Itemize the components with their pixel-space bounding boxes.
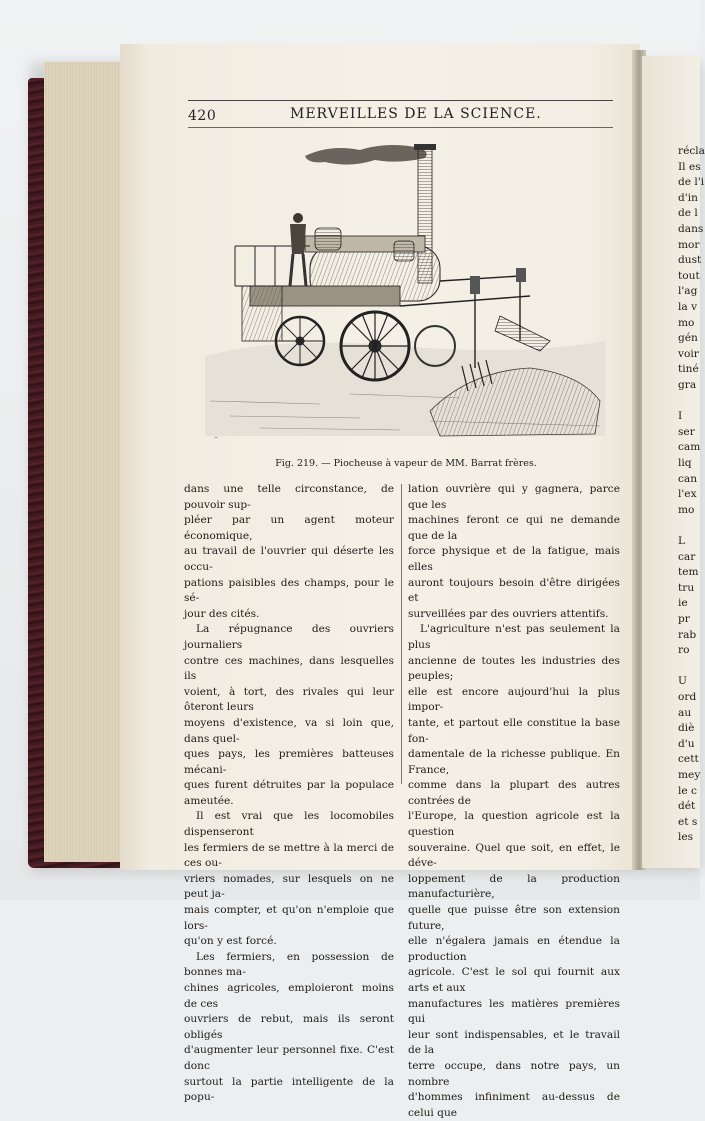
text-line: chines agricoles, emploieront moins de ces [184,982,394,1010]
facing-page-line: diè [678,722,695,735]
text-line: Les fermiers, en possession de bonnes ma- [184,950,394,979]
text-line: voient, à tort, des rivales qui leur ôteront leurs [184,685,394,714]
facing-page-line: can [678,472,698,485]
engraver-mark-left: ~ [214,435,219,441]
running-head: MERVEILLES DE LA SCIENCE. [290,106,542,122]
facing-page-line: récla [678,145,705,157]
facing-page-line: et s [678,815,698,828]
facing-page-line: mo [678,316,695,329]
text-line: lation ouvrière qui y gagnera, parce que les [408,483,620,511]
text-line: l'Europe, la question agricole est la question [408,810,620,839]
column-divider [401,484,402,784]
text-line: d'augmenter leur personnel fixe. C'est donc [184,1044,394,1072]
header-rule-top [188,100,613,101]
facing-page-line: de l'i [678,176,705,189]
text-line: machines feront ce qui ne demande que de la [408,514,620,542]
facing-page-line: tru [678,581,695,594]
text-line: agricole. C'est le sol qui fournit aux arts et aux [408,966,620,994]
text-line: loppement de la production manufacturière, [408,872,620,901]
facing-page-line: d'in [678,191,698,204]
facing-page-line: dét [678,800,696,813]
text-line: La répugnance des ouvriers journaliers [184,623,394,651]
text-line: manufactures les matières premières qui [408,997,620,1026]
text-column-left [184,482,394,1106]
facing-page-line: cam [678,441,701,454]
text-line: damentale de la richesse publique. En France, [408,748,620,776]
text-line: tante, et partout elle constitue la base fon- [408,716,620,745]
text-line: souveraine. Quel que soit, en effet, le déve- [408,841,620,870]
facing-page-line: d'u [678,737,695,750]
text-line: pations paisibles des champs, pour le sé- [184,576,394,605]
figure-caption: Fig. 219. — Piocheuse à vapeur de MM. Barrat frères. [275,458,537,469]
facing-page-line: cett [678,753,699,766]
facing-page-line: tem [678,566,699,579]
facing-page-line: ser [678,425,695,438]
text-line: moyens d'existence, va si loin que, dans quel- [184,716,394,745]
text-line: ques pays, les premières batteuses mécani- [184,748,394,776]
facing-page-line: mo [678,503,695,516]
text-line: qu'on y est forcé. [184,935,277,948]
facing-page-line: liq [678,457,692,469]
facing-page-line: dust [678,254,702,267]
text-line: quelle que puisse être son extension future, [408,904,620,932]
facing-page-line: ro [678,644,690,657]
text-line: Il est vrai que les locomobiles dispenseront [184,810,394,839]
text-line: les fermiers de se mettre à la merci de ces ou- [184,841,394,870]
facing-page-line: tout [678,269,700,282]
text-line: contre ces machines, dans lesquelles ils [184,654,394,683]
facing-page-line: la v [678,301,698,313]
text-column-right [408,482,620,1121]
text-line: surtout la partie intelligente de la popu- [184,1075,394,1104]
facing-page-line: car [678,550,696,563]
text-line: d'hommes infiniment au-dessus de celui que [408,1091,620,1119]
facing-page-line: rab [678,628,697,641]
text-line: elle n'égalera jamais en étendue la production [408,935,620,963]
text-line: force physique et de la fatigue, mais elles [408,545,620,573]
facing-page-line: l'ex [678,488,697,501]
facing-page-line: tiné [678,363,699,376]
facing-page-line: mey [678,769,701,781]
facing-page-line: l'ag [678,285,698,298]
text-line: L'agriculture n'est pas seulement la plus [408,623,620,651]
facing-page-line: au [678,706,692,719]
facing-page-line: mor [678,238,700,251]
facing-page-line: pr [678,613,690,625]
facing-page-line: gén [678,332,698,345]
text-line: pléer par un agent moteur économique, [184,514,394,542]
facing-page-line: U [678,675,687,688]
text-line: surveillées par des ouvriers attentifs. [408,607,609,620]
text-line: jour des cités. [184,607,260,620]
steam-digger-engraving [200,136,610,448]
facing-page-line: dans [678,223,704,235]
text-line: leur sont indispensables, et le travail de la [408,1028,620,1057]
page-number: 420 [188,108,217,124]
text-line: au travail de l'ouvrier qui déserte les occu- [184,545,394,573]
text-line: elle est encore aujourd'hui la plus impor- [408,685,620,714]
text-line: ques furent détruites par la populace ameutée. [184,779,394,807]
facing-page-line: voir [678,347,699,360]
facing-page [642,56,705,868]
text-line: dans une telle circonstance, de pouvoir sup- [184,483,394,511]
facing-page-line: gra [678,379,697,391]
text-line: ancienne de toutes les industries des peuples; [408,654,620,683]
text-line: terre occupe, dans notre pays, un nombre [408,1059,620,1088]
header-rule-bottom [188,127,613,128]
facing-page-line: L [678,535,686,547]
facing-page-line: les [678,831,694,844]
text-line: comme dans la plupart des autres contrées de [408,779,620,807]
facing-page-line: Il es [678,160,701,173]
facing-page-line: de l [678,207,698,220]
text-line: auront toujours besoin d'être dirigées et [408,576,620,605]
facing-page-line: ord [678,691,697,703]
text-line: ouvriers de rebut, mais ils seront obligés [184,1013,394,1041]
text-line: mais compter, et qu'on n'emploie que lors- [184,904,394,932]
facing-page-line: ie [678,597,688,610]
facing-page-line: I [678,410,683,423]
text-line: vriers nomades, sur lesquels on ne peut ja- [184,872,394,901]
facing-page-line: le c [678,784,697,797]
